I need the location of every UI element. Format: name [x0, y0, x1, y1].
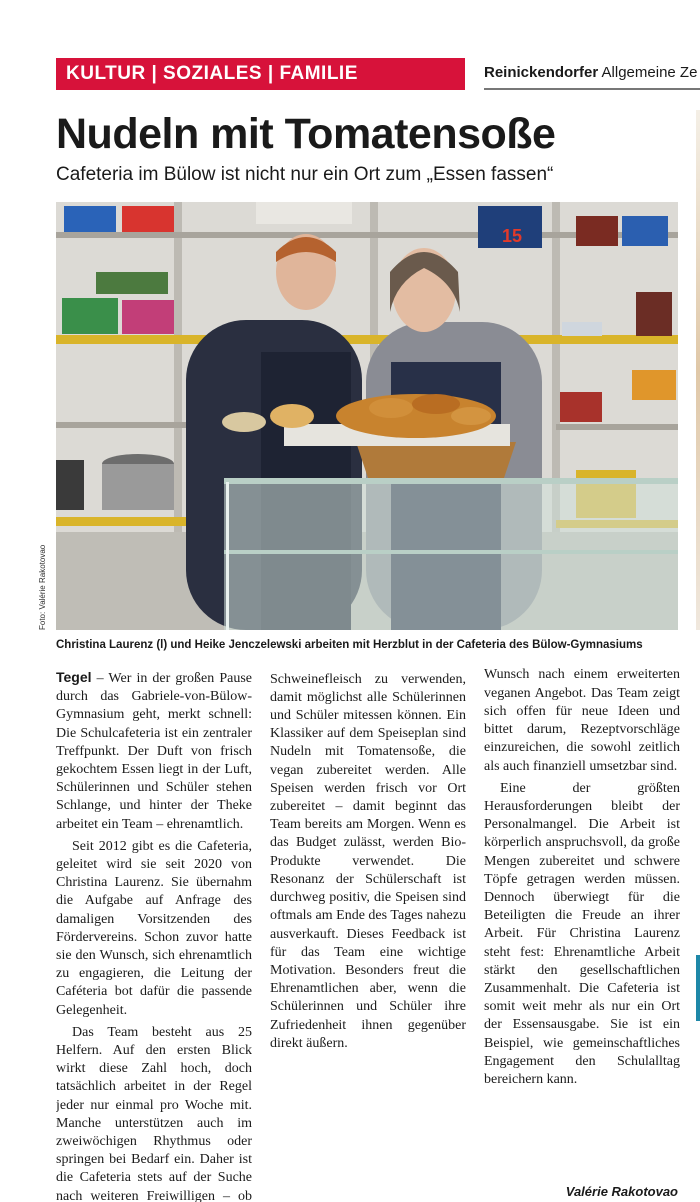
- paragraph-5: Wunsch nach einem erweiterten veganen Angebot. Das Team zeigt sich offen für neue Ideen und bittet darum, Rezeptvorschläge einzureichen, die sowohl zeitlich als auch finanziell umsetzbar sind.: [484, 668, 680, 774]
- section-rubric: KULTUR | SOZIALES | FAMILIE: [56, 58, 465, 90]
- article-headline: Nudeln mit Tomatensoße: [56, 110, 556, 158]
- adjacent-page-edge: [696, 110, 700, 630]
- paragraph-6: Eine der größten Herausforderungen bleibt der Personalmangel. Die Arbeit ist körperlich anspruchsvoll, da große Mengen zubereitet und schwere Töpfe getragen werden müssen. Dennoch überwiegt für die Beteiligten die Freude an ihrer Arbeit. Für Christina Laurenz steht fest: Ehrenamtliche Arbeit stärkt den gesellschaftlichen Zusammenhalt. Die Cafeteria ist somit weit mehr als nur ein Ort der Essensausgabe. Sie ist ein Beispiel, wie gemeinschaftliches Engagement den Schulalltag bereichern kann.: [484, 780, 680, 1087]
- article-column-2: [270, 668, 466, 1202]
- adjacent-page-marker: [696, 955, 700, 1021]
- cafeteria-photo: [56, 202, 678, 630]
- article-column-1: [56, 668, 252, 1202]
- article-subheadline: Cafeteria im Bülow ist nicht nur ein Ort zum „Essen fassen“: [56, 164, 554, 185]
- paragraph-1-text: – Wer in der großen Pause durch das Gabriele-von-Bülow-Gymnasium geht, merkt schnell: Die Schulcafeteria ist ein zentraler Treffpunkt. Der Duft von frisch gekochtem Essen liegt in der Luft, Schülerinnen und Schüler stehen Schlange, und hinter der Theke arbeitet ein Team – ehrenamtlich.: [56, 671, 252, 832]
- newspaper-name-rest: Allgemeine Ze: [598, 64, 698, 81]
- header-rule: [484, 88, 700, 90]
- photo-caption: Christina Laurenz (l) und Heike Jenczelewski arbeiten mit Herzblut in der Cafeteria des Bülow-Gymnasiums: [56, 639, 643, 651]
- price-sign-text: 15: [502, 226, 523, 246]
- photo-credit: Foto: Valérie Rakotovao: [38, 544, 47, 630]
- article-author: Valérie Rakotovao: [562, 1184, 678, 1199]
- newspaper-name-bold: Reinickendorfer: [484, 64, 599, 81]
- paragraph-4: Schweinefleisch zu verwenden, damit möglichst alle Schülerinnen und Schüler mitessen können. Ein Klassiker auf dem Speiseplan sind Nudeln mit Tomatensoße, die vegan zubereitet werden. Alle Speisen werden frisch vor Ort zubereitet – damit beginnt das Team bereits am Morgen. Wenn es das Budget zulässt, werden Bio-Produkte verwendet. Die Resonanz der Schülerschaft ist durchweg positiv, die Speisen sind oftmals am Ende des Tages nahezu ausverkauft. Dieses Feedback ist für das Team eine wichtige Motivation. Besonders freut die Ehrenamtlichen aber, wenn die Schülerinnen und Schüler ihre Zufriedenheit ihnen gegenüber direkt äußern.: [270, 671, 466, 1051]
- paragraph-2: Seit 2012 gibt es die Cafeteria, geleitet wird sie seit 2020 von Christina Laurenz. Sie übernahm die Aufgabe auf Anfrage des damaligen Vorsitzenden des Fördervereins. Schon zuvor hatte sie den Wunsch, sich ehrenamtlich zu engagieren, die Leitung der Caféteria bot dafür die passende Gelegenheit.: [56, 838, 252, 1018]
- paragraph-3: Das Team besteht aus 25 Helfern. Auf den ersten Blick wirkt diese Zahl hoch, doch tatsächlich arbeitet in der Regel jeder nur einmal pro Woche mit. Manche unterstützen auch im zweiwöchigen Rhythmus oder springen bei Bedarf ein. Daher ist die Cafeteria stets auf der Suche nach weiteren Freiwilligen – ob: [56, 1024, 252, 1202]
- article-column-3: [484, 668, 680, 1202]
- newspaper-name: [484, 62, 700, 84]
- paragraph-1: [56, 668, 252, 834]
- dateline: Tegel: [56, 669, 92, 685]
